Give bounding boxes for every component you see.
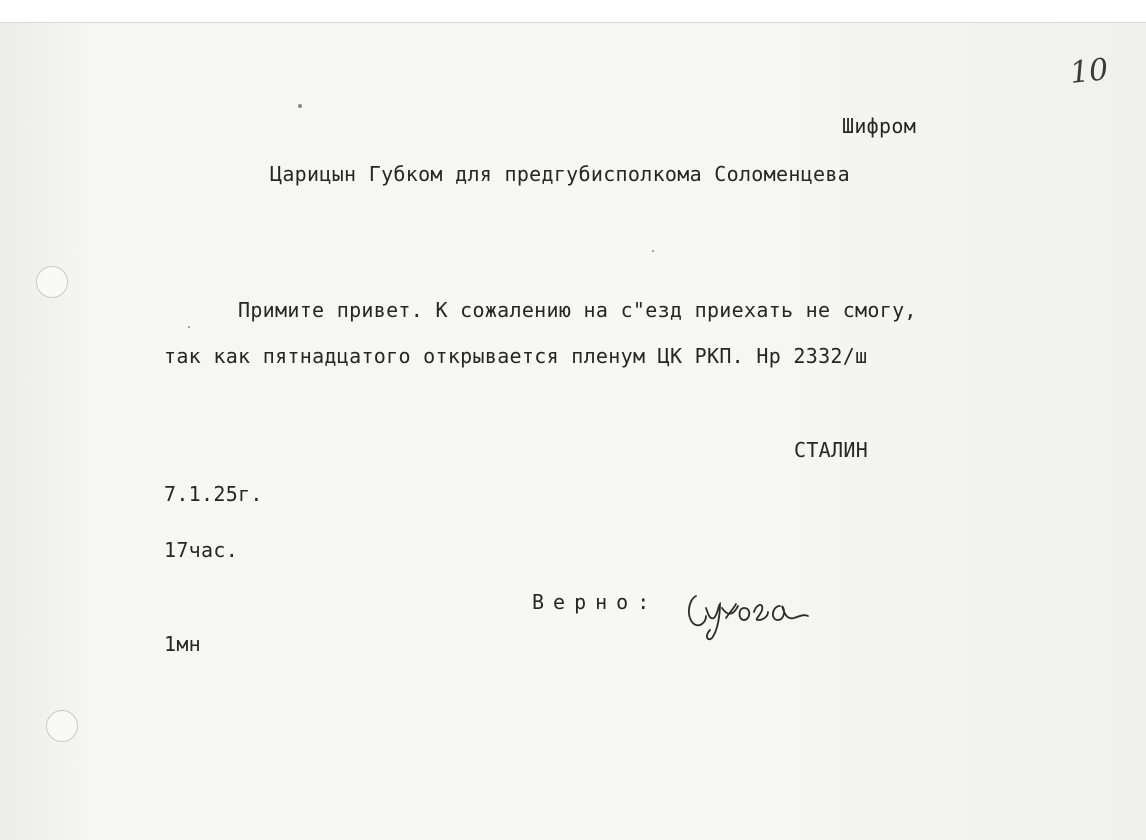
punch-hole-bottom: [46, 710, 78, 742]
handwritten-signature: [682, 578, 814, 642]
dust-speck: [298, 104, 302, 108]
paper-sheet: [0, 22, 1146, 840]
certified-label: Верно:: [532, 590, 659, 614]
addressee-line: Царицын Губком для предгубисполкома Соломенцева: [270, 162, 851, 186]
date-line: 7.1.25г.: [164, 482, 263, 506]
message-line-1: Примите привет. К сожалению на с"езд приехать не смогу,: [238, 298, 917, 322]
scan-margin: [0, 0, 1146, 24]
dust-speck: [652, 250, 654, 252]
cipher-header: Шифром: [842, 114, 917, 138]
punch-hole-top: [36, 266, 68, 298]
sender-name: СТАЛИН: [794, 438, 869, 462]
dust-speck: [188, 326, 190, 328]
time-line: 17час.: [164, 538, 239, 562]
page-number: 10: [1068, 52, 1110, 91]
copies-line: 1мн: [164, 632, 202, 656]
message-line-2: так как пятнадцатого открывается пленум ЦК РКП. Нр 2332/ш: [164, 344, 868, 368]
